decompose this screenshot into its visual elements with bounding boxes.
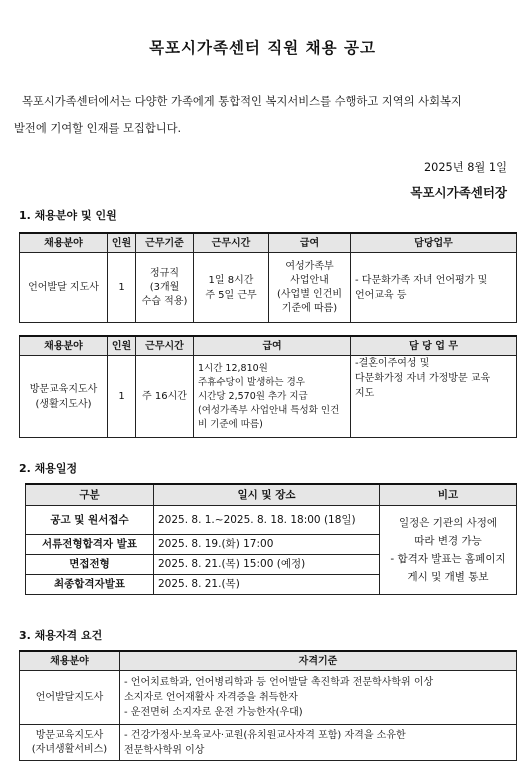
recruitment-table-1 [19,232,517,323]
cell-duties: -결혼이주여성 및 다문화가정 자녀 가정방문 교육 지도 [351,356,517,438]
cell-hours: 주 16시간 [136,356,194,438]
header-field: 채용분야 [20,233,108,253]
header-standard: 근무기준 [136,233,194,253]
schedule-table [25,483,517,595]
schedule-label: 서류전형합격자 발표 [26,535,154,555]
schedule-note: 일정은 기관의 사정에 따라 변경 가능 - 합격자 발표는 홈페이지 게시 및 개별 통보 [380,506,517,595]
qualification-table [19,650,517,761]
cell-field: 방문교육지도사 (자녀생활서비스) [20,725,120,761]
header-duties: 담 당 업 무 [351,336,517,356]
cell-criteria: - 건강가정사·보육교사·교원(유치원교사자격 포함) 자격을 소유한 전문학사학위 이상 [120,725,517,761]
cell-hours: 1일 8시간 주 5일 근무 [194,253,269,323]
schedule-label: 면접전형 [26,555,154,575]
header-field: 채용분야 [20,651,120,671]
schedule-label: 공고 및 원서접수 [26,506,154,535]
header-duties: 담당업무 [351,233,517,253]
cell-count: 1 [108,356,136,438]
header-count: 인원 [108,233,136,253]
cell-field: 언어발달 지도사 [20,253,108,323]
table-row [26,506,517,535]
table-row [20,671,517,725]
header-hours: 근무시간 [136,336,194,356]
intro-line-1: 목포시가족센터에서는 다양한 가족에게 통합적인 복지서비스를 수행하고 지역의 사회복지 [22,95,462,108]
schedule-label: 최종합격자발표 [26,575,154,595]
schedule-value: 2025. 8. 21.(목) [154,575,380,595]
header-pay: 급여 [194,336,351,356]
intro-paragraph [14,88,514,142]
cell-criteria: - 언어치료학과, 언어병리학과 등 언어발달 촉진학과 전문학사학위 이상 소지자로 언어재활사 자격증을 취득한자 - 운전면허 소지자로 운전 가능한자(우대) [120,671,517,725]
section-1-heading: 1. 채용분야 및 인원 [19,209,117,222]
header-note: 비고 [380,484,517,506]
cell-standard: 정규직 (3개월 수습 적용) [136,253,194,323]
section-3-heading: 3. 채용자격 요건 [19,629,103,642]
table-row [20,356,517,438]
section-2-heading: 2. 채용일정 [19,462,78,475]
cell-pay: 1시간 12,810원 주휴수당이 발생하는 경우 시간당 2,570원 추가 지급 (여성가족부 사업안내 특성화 인건 비 기준에 따름) [194,356,351,438]
table-row [20,253,517,323]
notice-date: 2025년 8월 1일 [423,161,507,174]
cell-field: 방문교육지도사 (생활지도사) [20,356,108,438]
header-count: 인원 [108,336,136,356]
header-pay: 급여 [269,233,351,253]
schedule-value: 2025. 8. 19.(화) 17:00 [154,535,380,555]
issuer-name: 목포시가족센터장 [410,185,507,200]
cell-pay: 여성가족부 사업안내 (사업별 인건비 기준에 따름) [269,253,351,323]
cell-duties: - 다문화가족 자녀 언어평가 및 언어교육 등 [351,253,517,323]
schedule-value: 2025. 8. 21.(목) 15:00 (예정) [154,555,380,575]
header-category: 구분 [26,484,154,506]
header-criteria: 자격기준 [120,651,517,671]
recruitment-table-2 [19,335,517,438]
cell-field: 언어발달지도사 [20,671,120,725]
schedule-value: 2025. 8. 1.~2025. 8. 18. 18:00 (18일) [154,506,380,535]
header-field: 채용분야 [20,336,108,356]
intro-line-2: 발전에 기여할 인재를 모집합니다. [14,122,182,135]
cell-count: 1 [108,253,136,323]
table-row [20,725,517,761]
header-hours: 근무시간 [194,233,269,253]
header-datetime: 일시 및 장소 [154,484,380,506]
page-title: 목포시가족센터 직원 채용 공고 [149,39,376,57]
